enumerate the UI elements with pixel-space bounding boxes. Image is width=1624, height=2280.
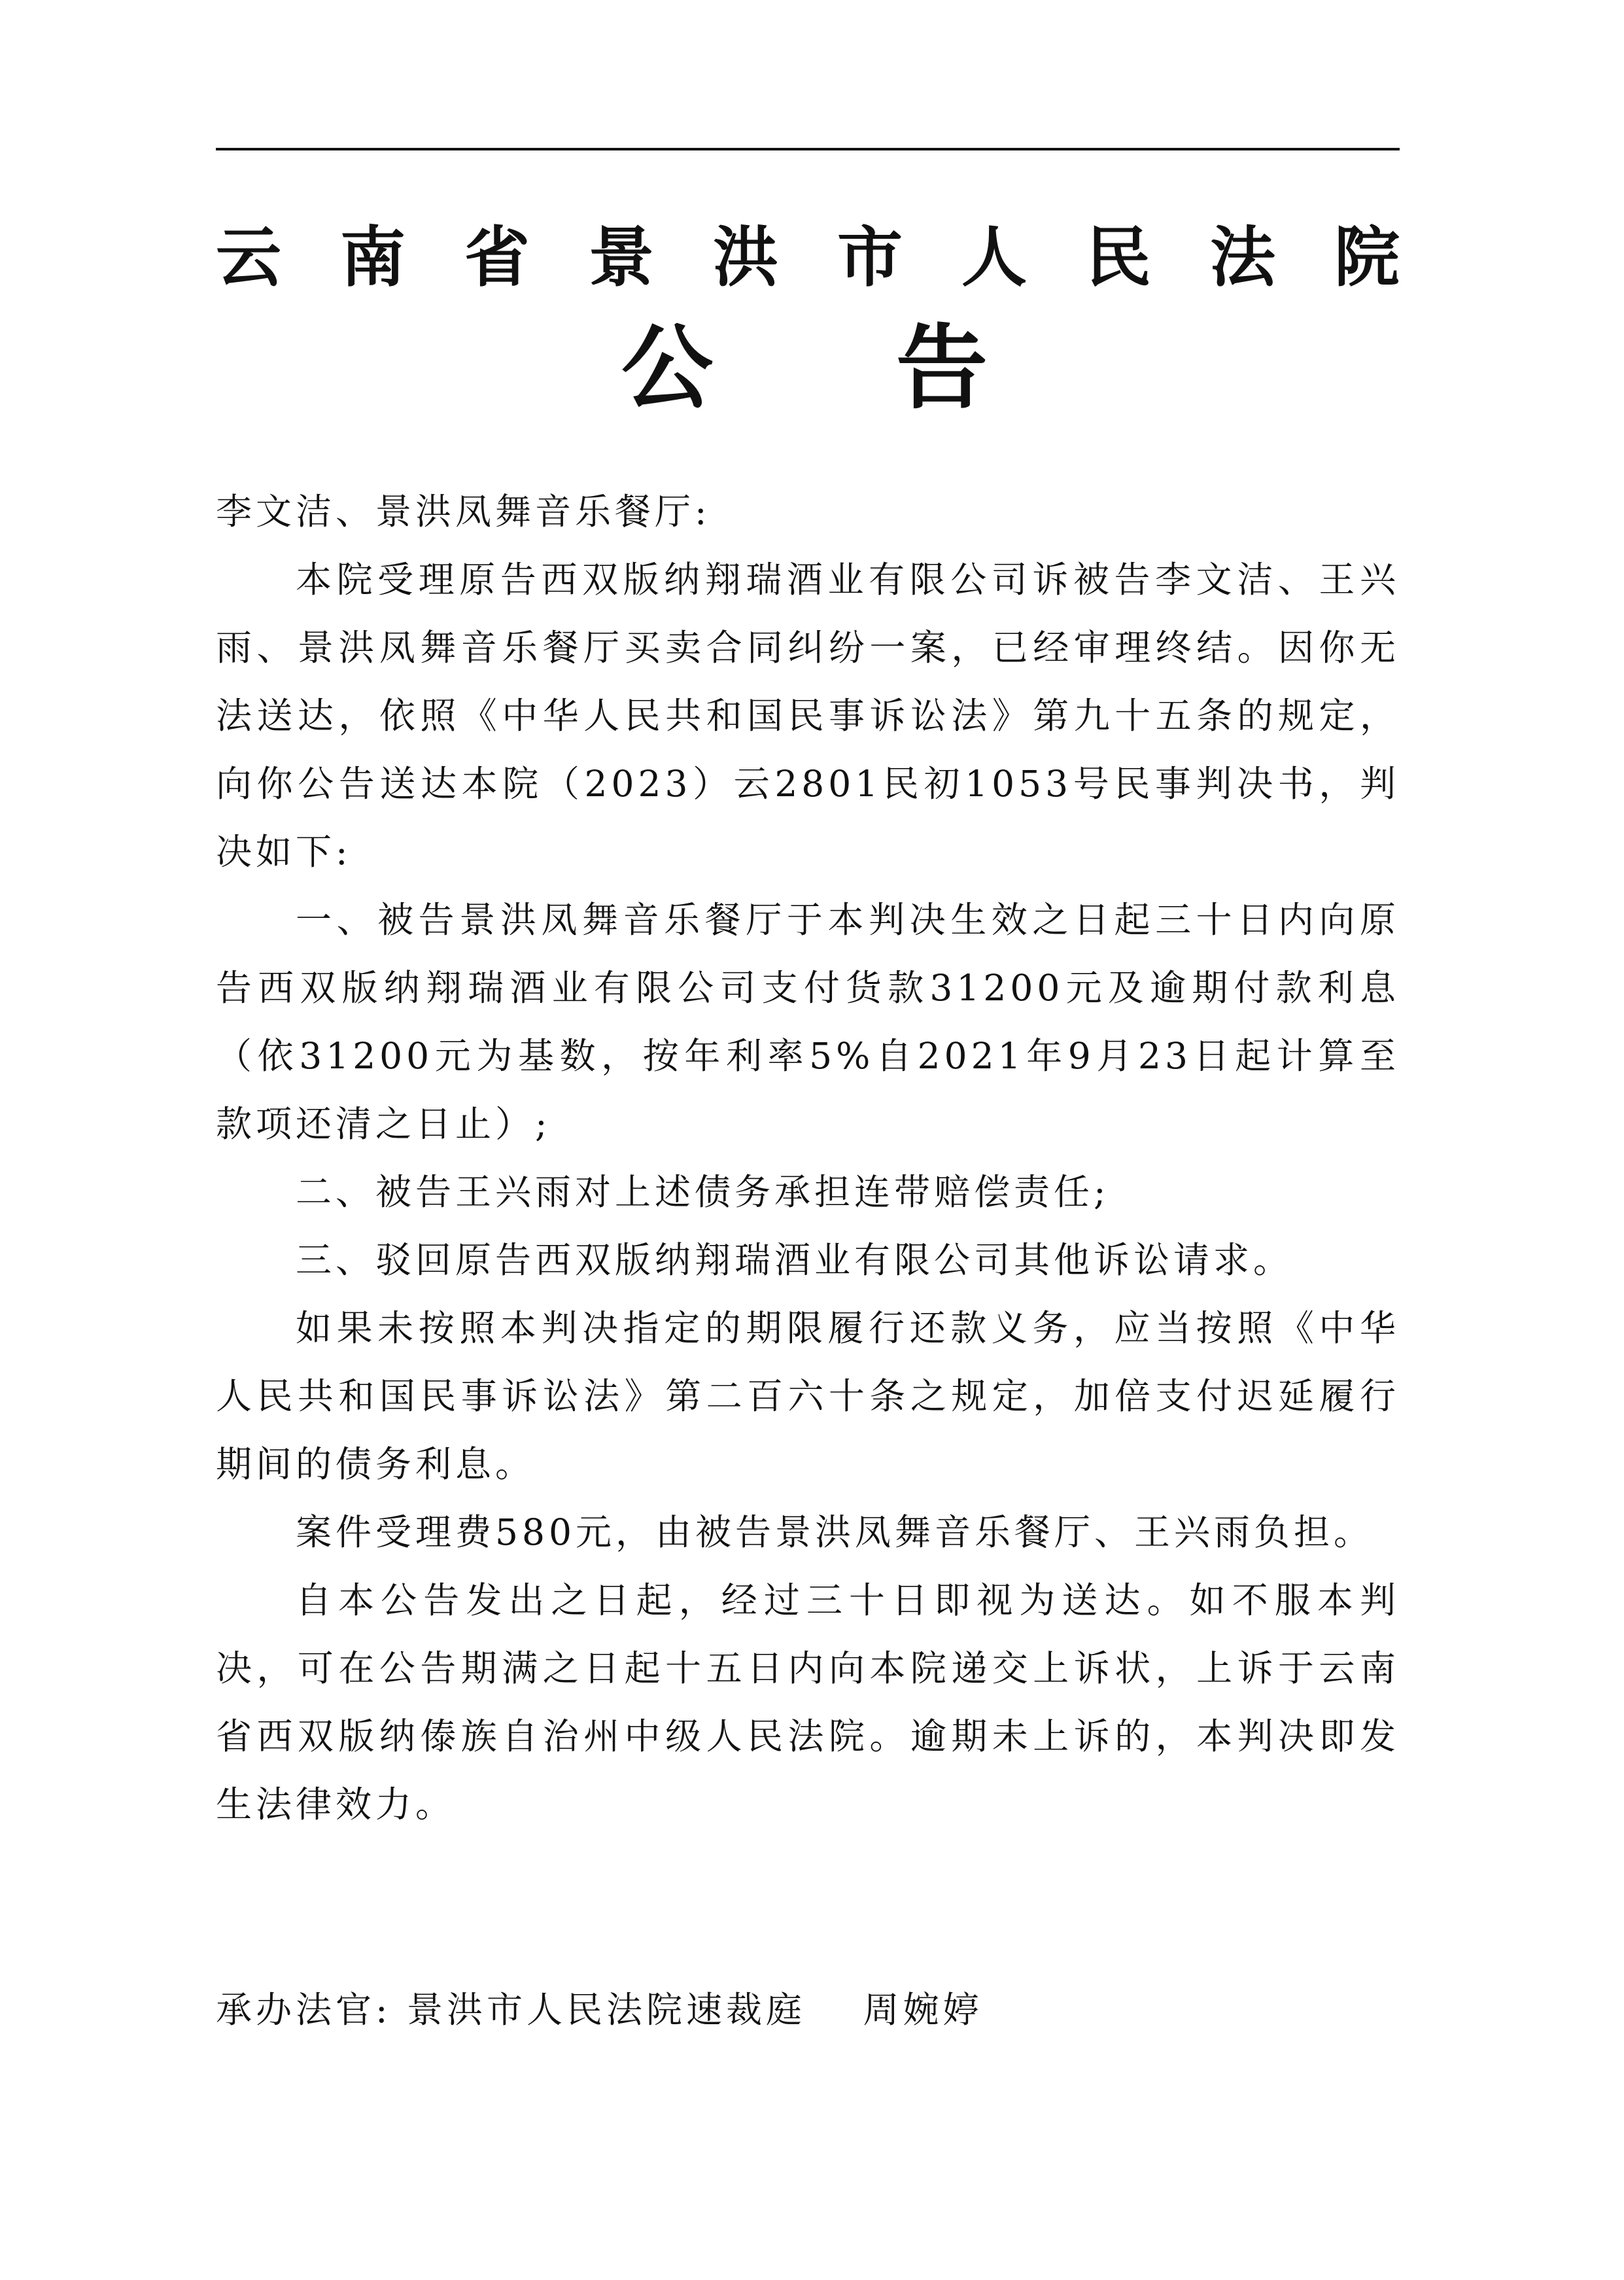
addressee-line: 李文洁、景洪凤舞音乐餐厅: [216, 491, 711, 533]
court-name-char: 法 [1210, 219, 1275, 296]
court-name-char: 南 [340, 219, 406, 296]
case-fee-paragraph: 案件受理费580元，由被告景洪凤舞音乐餐厅、王兴雨负担。 [296, 1511, 1373, 1553]
judgment-item-1: 一、被告景洪凤舞音乐餐厅于本判决生效之日起三十日内向原告西双版纳翔瑞酒业有限公司支付货款31200元及逾期付款利息（依31200元为基数，按年利率5%自2021年9月23日起计算至款项还清之日止）; [216, 899, 1400, 1145]
court-name-char: 景 [589, 219, 654, 296]
court-name-char: 民 [1086, 219, 1151, 296]
court-name-char: 人 [961, 219, 1027, 296]
notice-title-char: 公 [621, 315, 714, 422]
notice-body [216, 478, 1400, 1838]
judge-department: 景洪市人民法院速裁庭 [407, 1989, 806, 2031]
judgment-item-3: 三、驳回原告西双版纳翔瑞酒业有限公司其他诉讼请求。 [296, 1239, 1294, 1281]
judgment-item-2: 二、被告王兴雨对上述债务承担连带赔偿责任; [296, 1171, 1110, 1213]
notice-title [621, 313, 988, 424]
enforcement-paragraph: 如果未按照本判决指定的期限履行还款义务，应当按照《中华人民共和国民事诉讼法》第二百六十条之规定，加倍支付迟延履行期间的债务利息。 [216, 1307, 1400, 1485]
judge-name: 周婉婷 [863, 1989, 983, 2031]
court-name-heading [216, 208, 1400, 306]
case-summary-paragraph: 本院受理原告西双版纳翔瑞酒业有限公司诉被告李文洁、王兴雨、景洪凤舞音乐餐厅买卖合同纠纷一案，已经审理终结。因你无法送达，依照《中华人民共和国民事诉讼法》第九十五条的规定，向你公告送达本院（2023）云2801民初1053号民事判决书，判决如下: [216, 559, 1400, 873]
court-name-char: 市 [837, 219, 903, 296]
judge-label: 承办法官: [216, 1989, 392, 2031]
court-name-char: 院 [1334, 219, 1400, 296]
notice-title-char: 告 [895, 315, 988, 422]
presiding-judge-line [216, 1976, 1400, 2044]
top-rule [216, 148, 1400, 150]
court-name-char: 洪 [713, 219, 778, 296]
court-name-char: 省 [464, 219, 530, 296]
court-name-char: 云 [216, 219, 281, 296]
service-appeal-paragraph: 自本公告发出之日起，经过三十日即视为送达。如不服本判决，可在公告期满之日起十五日内向本院递交上诉状，上诉于云南省西双版纳傣族自治州中级人民法院。逾期未上诉的，本判决即发生法律效力。 [216, 1579, 1400, 1825]
